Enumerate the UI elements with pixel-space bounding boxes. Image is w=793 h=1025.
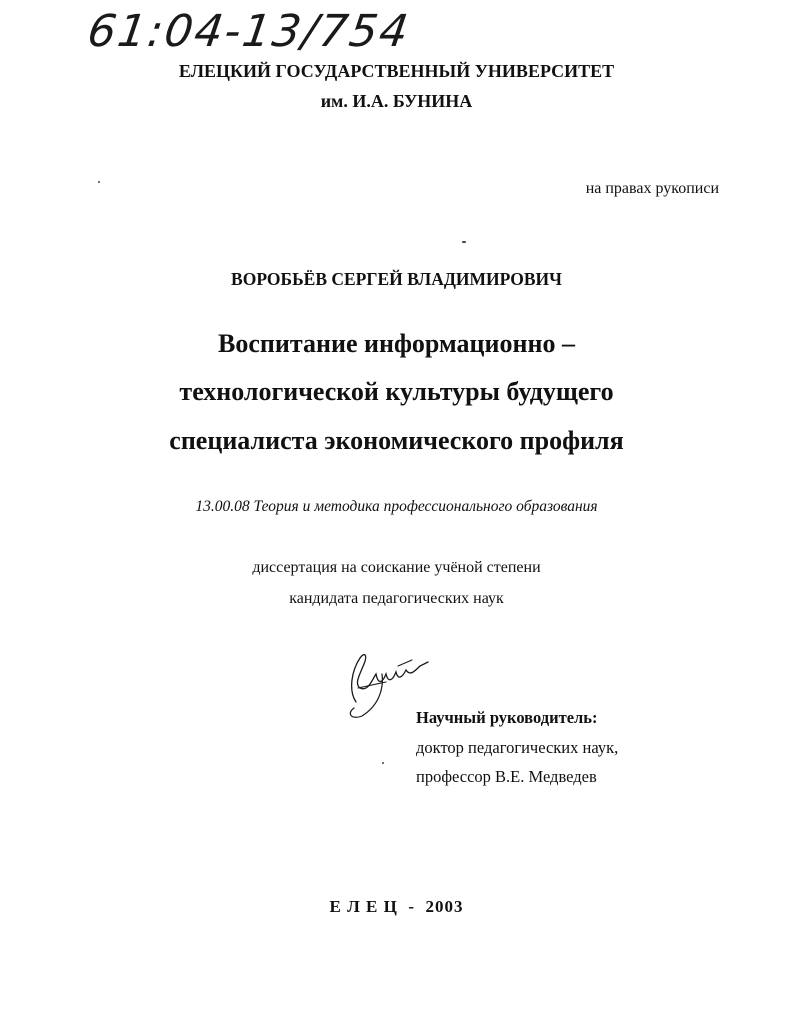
handwritten-catalog-number: 61:04-13/754	[84, 6, 414, 57]
scan-speck	[382, 762, 384, 764]
scan-speck	[98, 181, 100, 183]
manuscript-rights-note: на правах рукописи	[585, 180, 719, 197]
university-named-after: им. И.А. БУНИНА	[320, 91, 473, 111]
degree-line-2: кандидата педагогических наук	[289, 590, 504, 607]
dissertation-title-line-1: Воспитание информационно –	[218, 329, 575, 358]
supervisor-name: профессор В.Е. Медведев	[416, 767, 597, 786]
supervisor-degree: доктор педагогических наук,	[416, 738, 619, 757]
supervisor-heading: Научный руководитель:	[416, 708, 598, 727]
city-and-year: Е Л Е Ц - 2003	[329, 897, 464, 916]
scan-speck	[462, 241, 466, 243]
author-name: ВОРОБЬЁВ СЕРГЕЙ ВЛАДИМИРОВИЧ	[231, 269, 562, 289]
degree-line-1: диссертация на соискание учёной степени	[252, 559, 541, 576]
university-name: ЕЛЕЦКИЙ ГОСУДАРСТВЕННЫЙ УНИВЕРСИТЕТ	[178, 61, 615, 81]
dissertation-title-line-3: специалиста экономического профиля	[169, 426, 624, 455]
dissertation-title-line-2: технологической культуры будущего	[179, 377, 614, 406]
specialty-code: 13.00.08 Теория и методика профессионального образования	[195, 498, 598, 515]
